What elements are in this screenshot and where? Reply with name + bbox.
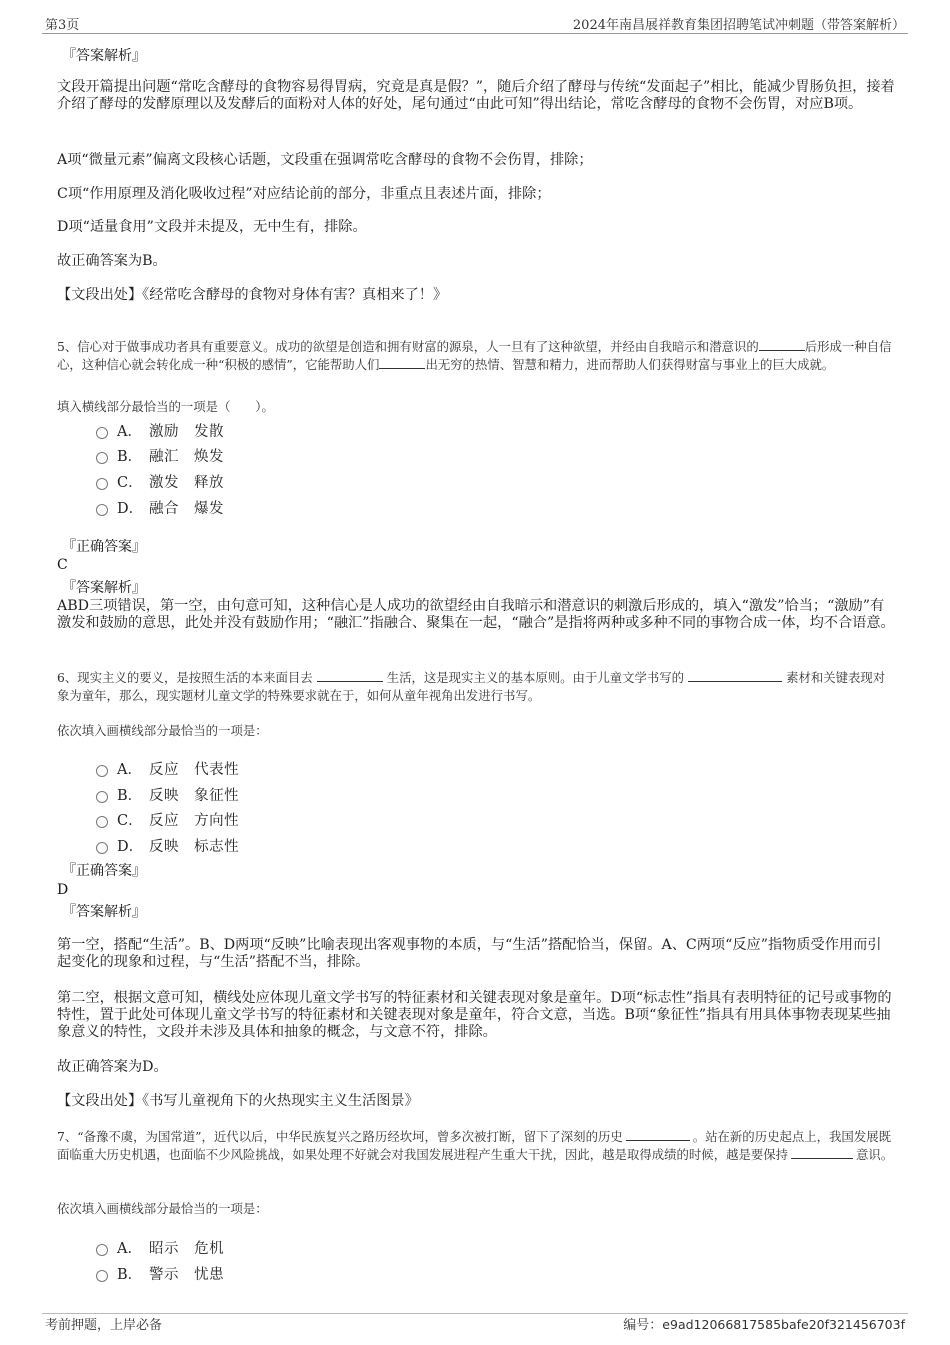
option-text: 反应 方向性: [149, 813, 240, 829]
q5-stem: [57, 338, 895, 373]
q7-stem: [57, 1128, 895, 1163]
q4-analysis-p4: D项“适量食用”文段并未提及，无中生有，排除。: [57, 219, 367, 235]
q6-stem-part2: 生活，这是现实主义的基本原则。由于儿童文学书写的: [386, 670, 685, 685]
radio-icon[interactable]: [96, 452, 108, 464]
option-text: 激发 释放: [149, 475, 224, 491]
q5-option-c[interactable]: [96, 471, 224, 492]
page-number: 第3页: [45, 18, 80, 33]
option-key: A．: [117, 762, 142, 778]
q7-stem-part3: 意识。: [856, 1146, 894, 1162]
q5-option-b[interactable]: [96, 445, 224, 466]
option-key: D．: [117, 839, 144, 855]
q7-blank-2: [791, 1158, 853, 1159]
q5-prompt: 填入横线部分最恰当的一项是（ ）。: [57, 399, 274, 414]
q4-analysis-p3: C项“作用原理及消化吸收过程”对应结论前的部分，非重点且表述片面，排除；: [57, 186, 551, 202]
q5-stem-part3: 出无穷的热情、智慧和精力，进而帮助人们获得财富与事业上的巨大成就。: [425, 356, 835, 372]
footer-slogan: 考前押题，上岸必备: [45, 1318, 163, 1333]
option-key: D．: [117, 501, 144, 517]
option-text: 反映 标志性: [149, 839, 240, 855]
radio-icon[interactable]: [96, 791, 108, 803]
radio-icon[interactable]: [96, 504, 108, 516]
q6-option-d[interactable]: [96, 835, 239, 856]
q6-answer-label: 『正确答案』: [62, 863, 146, 879]
q5-option-a[interactable]: [96, 420, 224, 441]
footer-code: [623, 1314, 905, 1333]
q4-source: 【文段出处】《经常吃含酵母的食物对身体有害？真相来了！》: [57, 287, 448, 303]
q6-analysis-conclusion: 故正确答案为D。: [57, 1059, 168, 1075]
q6-option-c[interactable]: [96, 809, 239, 830]
option-key: B．: [117, 449, 143, 465]
option-key: B．: [117, 1267, 143, 1283]
option-text: 激励 发散: [149, 424, 224, 440]
q6-blank-2: [688, 681, 782, 682]
q5-analysis: ABD三项错误，第一空，由句意可知，这种信心是人成功的欲望经由自我暗示和潜意识的刺激后形成的，填入“激发”恰当；“激励”有激发和鼓励的意思，此处并没有鼓励作用；“融汇”指融合、聚集在一起，“融合”是指将两种或多种不同的事物合成一体，均不合语意。: [57, 598, 895, 631]
document-title: 2024年南昌展祥教育集团招聘笔试冲刺题（带答案解析）: [572, 18, 905, 33]
q7-stem-part2: 。站在新的历史起点上，我国发展既面临重大历史机遇，也面临不少风险挑战，如果处理不好就会对我国发展进程产生重大干扰，因此，越是取得成绩的时候，越是要保持: [57, 1129, 891, 1162]
option-key: B．: [117, 788, 143, 804]
q6-source: 【文段出处】《书写儿童视角下的火热现实主义生活图景》: [57, 1093, 419, 1109]
q5-blank-1: [759, 350, 805, 351]
q7-prompt: 依次填入画横线部分最恰当的一项是：: [57, 1201, 268, 1216]
header-divider: [42, 33, 908, 34]
q4-analysis-p2: A项“微量元素”偏离文段核心话题，文段重在强调常吃含酵母的食物不会伤胃，排除；: [57, 152, 593, 168]
q7-option-a[interactable]: [96, 1237, 224, 1258]
q4-analysis-p1: 文段开篇提出问题“常吃含酵母的食物容易得胃病，究竟是真是假？”，随后介绍了酵母与传统“发面起子”相比，能减少胃肠负担，接着介绍了酵母的发酵原理以及发酵后的面粉对人体的好处，尾句通过“由此可知”得出结论，常吃含酵母的食物不会伤胃，对应B项。: [57, 79, 895, 112]
q6-analysis-p2: 第二空，根据文意可知，横线处应体现儿童文学书写的特征素材和关键表现对象是童年。D项“标志性”指具有表明特征的记号或事物的特性，置于此处可体现儿童文学书写的特征素材和关键表现对象是童年，符合文意，当选。B项“象征性”指具有用具体事物表现某些抽象意义的特性，文段并未涉及具体和抽象的概念，与文意不符，排除。: [57, 990, 892, 1040]
q6-answer: D: [57, 882, 69, 898]
radio-icon[interactable]: [96, 1244, 108, 1256]
radio-icon[interactable]: [96, 478, 108, 490]
option-text: 融汇 焕发: [149, 449, 224, 465]
q5-answer-label: 『正确答案』: [62, 539, 146, 555]
q4-analysis-conclusion: 故正确答案为B。: [57, 253, 167, 269]
option-key: C．: [117, 813, 143, 829]
radio-icon[interactable]: [96, 427, 108, 439]
option-text: 昭示 危机: [149, 1241, 225, 1257]
radio-icon[interactable]: [96, 765, 108, 777]
radio-icon[interactable]: [96, 842, 108, 854]
q5-answer: C: [57, 557, 68, 573]
q6-blank-1: [317, 681, 383, 682]
q6-option-b[interactable]: [96, 784, 239, 805]
q5-blank-2: [379, 368, 425, 369]
q6-stem: [57, 669, 895, 704]
q7-stem-part1: 7、“备豫不虞，为国常道”，近代以后，中华民族复兴之路历经坎坷，曾多次被打断，留下了深刻的历史: [57, 1129, 623, 1144]
q6-stem-part1: 6、现实主义的要义，是按照生活的本来面目去: [57, 670, 313, 685]
q6-option-a[interactable]: [96, 758, 239, 779]
q5-option-d[interactable]: [96, 497, 224, 518]
radio-icon[interactable]: [96, 816, 108, 828]
option-key: C．: [117, 475, 143, 491]
option-key: A．: [117, 424, 142, 440]
q4-analysis-label: 『答案解析』: [62, 48, 146, 64]
option-text: 警示 忧患: [149, 1267, 225, 1283]
q6-analysis-label: 『答案解析』: [62, 904, 146, 920]
option-text: 融合 爆发: [149, 501, 224, 517]
q7-blank-1: [626, 1140, 690, 1141]
q5-analysis-label: 『答案解析』: [62, 580, 146, 596]
q7-option-b[interactable]: [96, 1263, 224, 1284]
q6-analysis-p1: 第一空，搭配“生活”。B、D两项“反映”比喻表现出客观事物的本质，与“生活”搭配恰当，保留。A、C两项“反应”指物质受作用而引起变化的现象和过程，与“生活”搭配不当，排除。: [57, 937, 882, 970]
q5-stem-part1: 5、信心对于做事成功者具有重要意义。成功的欲望是创造和拥有财富的源泉，人一旦有了这种欲望，并经由自我暗示和潜意识的: [57, 339, 759, 354]
footer-code-value: e9ad12066817585bafe20f321456703f: [662, 1317, 905, 1332]
q5-stem-part2: 后形成一种自信心，这种信心就会转化成一种“积极的感情”，它能帮助人们: [57, 339, 892, 372]
q6-stem-part3: 素材和关键表现对象为童年，那么，现实题材儿童文学的特殊要求就在于，如何从童年视角出发进行书写。: [57, 670, 886, 703]
radio-icon[interactable]: [96, 1270, 108, 1282]
option-key: A．: [117, 1241, 142, 1257]
footer-code-label: 编号：: [623, 1318, 663, 1333]
option-text: 反映 象征性: [149, 788, 240, 804]
q6-prompt: 依次填入画横线部分最恰当的一项是：: [57, 723, 268, 738]
option-text: 反应 代表性: [149, 762, 240, 778]
